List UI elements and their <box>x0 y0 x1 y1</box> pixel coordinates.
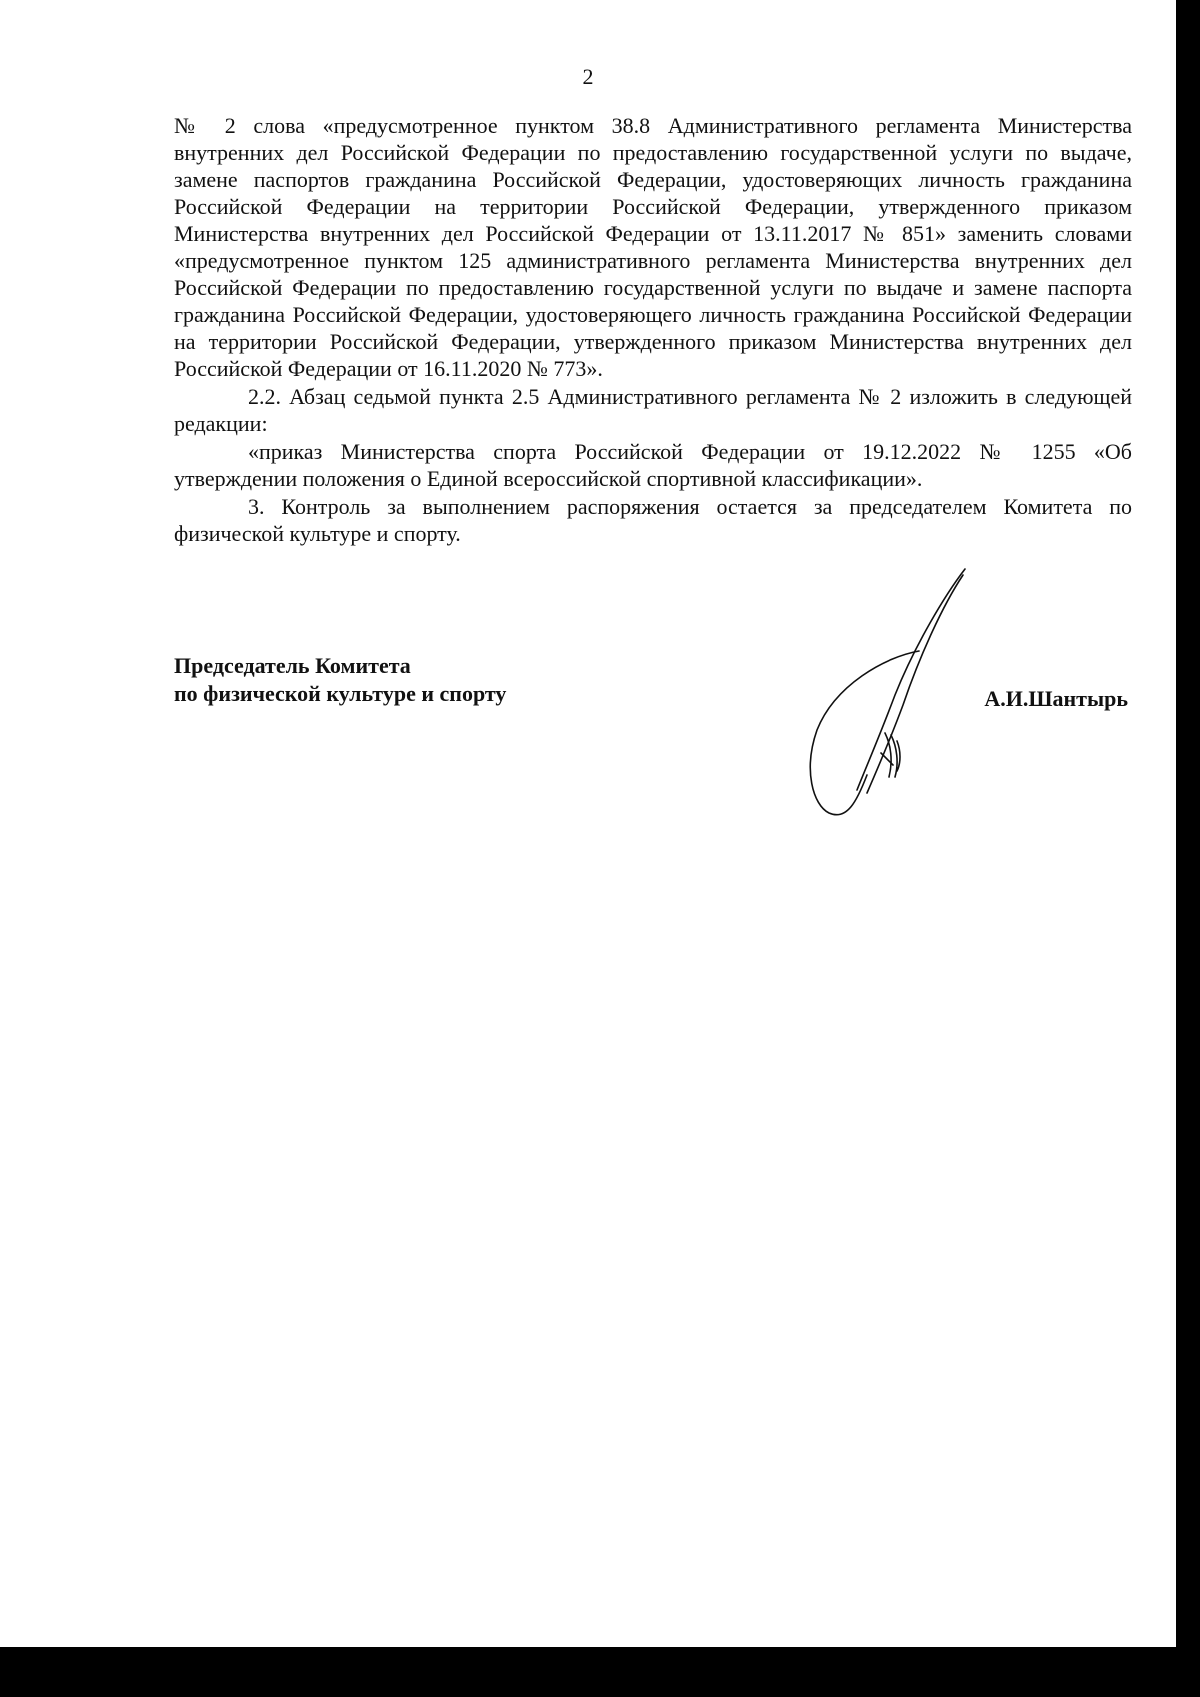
signer-title <box>174 652 506 708</box>
page-number: 2 <box>582 64 594 89</box>
paragraph-2-2: 2.2. Абзац седьмой пункта 2.5 Административного регламента № 2 изложить в следующей редакции: <box>174 384 1132 436</box>
paragraph-continuation: № 2 слова «предусмотренное пунктом 38.8 Административного регламента Министерства внутренних дел Российской Федерации по предоставлению государственной услуги по выдаче, замене паспортов гражданина Российской Федерации, удостоверяющих личность гражданина Российской Федерации на территории Российской Федерации, утвержденного приказом Министерства внутренних дел Российской Федерации от 13.11.2017 № 851» заменить словами «предусмотренное пунктом 125 административного регламента Министерства внутренних дел Российской Федерации по предоставлению государственной услуги по выдаче и замене паспорта гражданина Российской Федерации, удостоверяющего личность гражданина Российской Федерации на территории Российской Федерации, утвержденного приказом Министерства внутренних дел Российской Федерации от 16.11.2020 № 773». <box>174 113 1132 381</box>
paragraph-3-control: 3. Контроль за выполнением распоряжения остается за председателем Комитета по физической культуре и спорту. <box>174 494 1132 546</box>
paragraph-quoted-order: «приказ Министерства спорта Российской Федерации от 19.12.2022 № 1255 «Об утверждении положения о Единой всероссийской спортивной классификации». <box>174 439 1132 491</box>
document-body <box>174 112 1132 547</box>
signer-title-line-2: по физической культуре и спорту <box>174 681 507 706</box>
handwritten-signature <box>795 565 975 825</box>
signer-title-line-1: Председатель Комитета <box>174 653 411 678</box>
signer-name: А.И.Шантырь <box>984 686 1128 711</box>
